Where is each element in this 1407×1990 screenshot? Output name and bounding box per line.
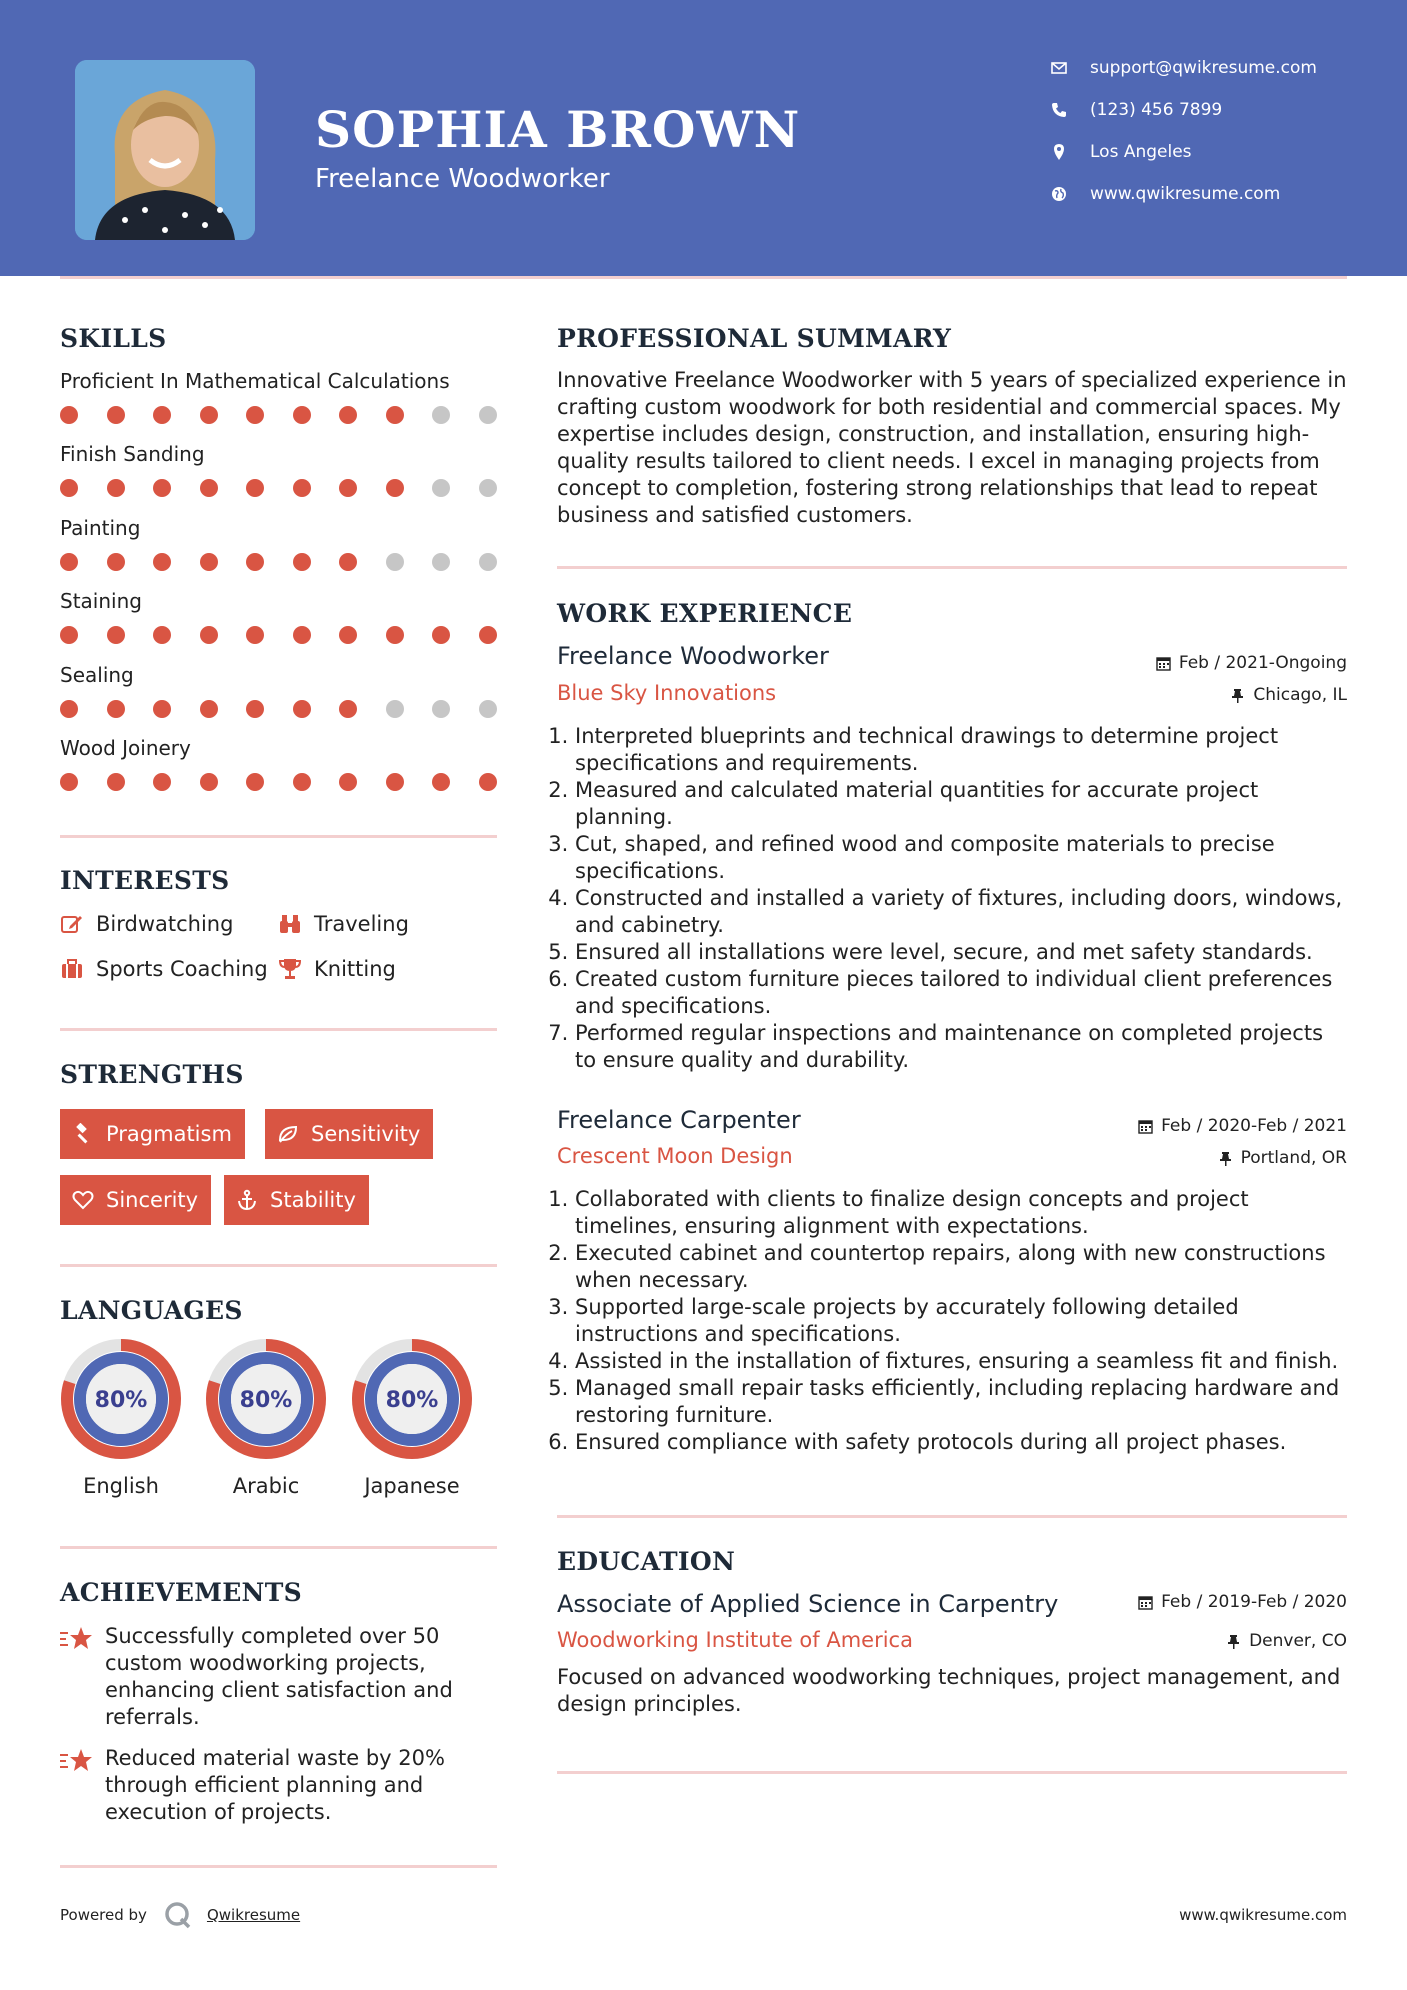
rating-dot-filled <box>153 700 171 718</box>
experience-divider <box>557 1515 1347 1518</box>
skill-rating <box>60 406 500 426</box>
contact-website-text: www.qwikresume.com <box>1090 184 1281 204</box>
job-location <box>1230 685 1347 705</box>
rating-dot-filled <box>60 479 78 497</box>
rating-dot-filled <box>432 773 450 791</box>
achievement-item <box>60 1623 500 1731</box>
interest-item-birdwatching <box>60 912 233 936</box>
rating-dot-filled <box>60 406 78 424</box>
responsibility-item: 1. Interpreted blueprints and technical drawings to determine project specifications and requirements. <box>575 723 1347 777</box>
resume-header <box>0 0 1407 276</box>
rating-dot-filled <box>293 700 311 718</box>
rating-dot-filled <box>153 406 171 424</box>
job-company: Blue Sky Innovations <box>557 681 777 705</box>
responsibility-item: 2. Measured and calculated material quantities for accurate project planning. <box>575 777 1347 831</box>
anchor-icon <box>236 1189 258 1211</box>
rating-dot-filled <box>246 700 264 718</box>
strengths-divider <box>60 1264 497 1267</box>
rating-dot-empty <box>479 479 497 497</box>
rating-dot-empty <box>479 553 497 571</box>
briefcase-icon <box>60 957 84 981</box>
candidate-name: SOPHIA BROWN <box>315 100 801 159</box>
rating-dot-filled <box>60 700 78 718</box>
rating-dot-filled <box>479 626 497 644</box>
qwikresume-logo-icon <box>163 1900 193 1930</box>
contact-location-text: Los Angeles <box>1090 142 1192 162</box>
rating-dot-filled <box>339 553 357 571</box>
pushpin-icon <box>1230 688 1245 703</box>
job-dates <box>1138 1116 1347 1136</box>
job-title: Freelance Carpenter <box>557 1106 801 1134</box>
education-dates-text: Feb / 2019-Feb / 2020 <box>1161 1592 1347 1612</box>
skill-rating <box>60 700 500 720</box>
pushpin-icon <box>1226 1634 1241 1649</box>
rating-dot-filled <box>293 626 311 644</box>
powered-by-text: Powered by <box>60 1906 147 1924</box>
contact-phone-text: (123) 456 7899 <box>1090 100 1223 120</box>
languages-divider <box>60 1546 497 1549</box>
rating-dot-filled <box>153 773 171 791</box>
map-pin-icon <box>1050 143 1068 161</box>
rating-dot-filled <box>200 626 218 644</box>
rating-dot-filled <box>293 553 311 571</box>
rating-dot-empty <box>432 553 450 571</box>
rating-dot-filled <box>153 626 171 644</box>
strength-tag-stability <box>224 1175 369 1225</box>
rating-dot-empty <box>432 479 450 497</box>
rating-dot-filled <box>200 773 218 791</box>
rating-dot-empty <box>386 700 404 718</box>
summary-text: Innovative Freelance Woodworker with 5 years of specialized experience in crafting custom woodwork for both residential and commercial spaces. My expertise includes design, construction, and installation, ensuring high-quality results tailored to client needs. I excel in managing projects from concept to completion, fostering strong relationships that lead to repeat business and satisfied customers. <box>557 368 1347 527</box>
rating-dot-empty <box>479 700 497 718</box>
pencil-square-icon <box>60 912 84 936</box>
rating-dot-filled <box>107 479 125 497</box>
skill-label: Finish Sanding <box>60 442 205 467</box>
responsibility-item: 3. Cut, shaped, and refined wood and composite materials to precise specifications. <box>575 831 1347 885</box>
heart-icon <box>72 1189 94 1211</box>
responsibility-item: 5. Managed small repair tasks efficiently, including replacing hardware and restoring furniture. <box>575 1375 1347 1429</box>
contact-email-text: support@qwikresume.com <box>1090 58 1317 78</box>
rating-dot-filled <box>107 553 125 571</box>
rating-dot-filled <box>246 479 264 497</box>
education-location-text: Denver, CO <box>1249 1631 1347 1651</box>
strength-tag-sensitivity <box>265 1109 433 1159</box>
rating-dot-filled <box>339 700 357 718</box>
skill-label: Sealing <box>60 662 134 687</box>
achievements-heading: ACHIEVEMENTS <box>60 1578 302 1607</box>
contact-website[interactable] <box>1050 184 1280 204</box>
skill-label: Proficient In Mathematical Calculations <box>60 369 450 393</box>
education-description: Focused on advanced woodworking techniques, project management, and design principles. <box>557 1665 1341 1716</box>
rating-dot-filled <box>60 773 78 791</box>
rating-dot-filled <box>107 626 125 644</box>
binoculars-icon <box>278 912 302 936</box>
responsibility-item: 1. Collaborated with clients to finalize design concepts and project timelines, ensuring alignment with expectations. <box>575 1186 1347 1240</box>
rating-dot-filled <box>386 773 404 791</box>
responsibility-item: 3. Supported large-scale projects by accurately following detailed instructions and specifications. <box>575 1294 1347 1348</box>
responsibility-item: 4. Assisted in the installation of fixtures, ensuring a seamless fit and finish. <box>575 1348 1347 1375</box>
education-location <box>1226 1631 1347 1651</box>
globe-icon <box>1050 185 1068 203</box>
rating-dot-filled <box>246 773 264 791</box>
skill-rating <box>60 479 500 499</box>
footer-website[interactable]: www.qwikresume.com <box>1179 1906 1347 1924</box>
portrait-image <box>75 60 255 240</box>
brand-link[interactable]: Qwikresume <box>206 1906 301 1924</box>
achievement-text: Reduced material waste by 20% through efficient planning and execution of projects. <box>105 1746 445 1824</box>
rating-dot-filled <box>386 406 404 424</box>
profile-photo <box>75 60 255 240</box>
rating-dot-filled <box>107 773 125 791</box>
achievement-text: Successfully completed over 50 custom woodworking projects, enhancing client satisfaction and referrals. <box>105 1624 453 1729</box>
interest-item-sports-coaching <box>60 957 268 981</box>
education-heading: EDUCATION <box>557 1547 736 1576</box>
responsibility-item: 7. Performed regular inspections and maintenance on completed projects to ensure quality and durability. <box>575 1020 1347 1074</box>
rating-dot-filled <box>386 479 404 497</box>
rating-dot-filled <box>339 479 357 497</box>
rating-dot-filled <box>246 626 264 644</box>
rating-dot-filled <box>60 553 78 571</box>
header-divider <box>60 276 1347 279</box>
rating-dot-empty <box>479 406 497 424</box>
gauge-percent-text: 80% <box>94 1388 148 1413</box>
job-location-text: Portland, OR <box>1240 1148 1347 1168</box>
language-gauge <box>351 1338 473 1460</box>
job-responsibilities <box>557 723 1347 1074</box>
interests-heading: INTERESTS <box>60 866 230 895</box>
skill-label: Wood Joinery <box>60 736 191 760</box>
strength-label: Sensitivity <box>311 1122 421 1146</box>
job-dates <box>1156 653 1347 673</box>
phone-icon <box>1050 101 1068 119</box>
skill-rating <box>60 773 500 793</box>
skill-rating <box>60 626 500 646</box>
job-title: Freelance Woodworker <box>557 642 829 670</box>
education-dates <box>1138 1592 1347 1612</box>
language-gauge <box>205 1338 327 1460</box>
gauge-percent-text: 80% <box>385 1388 439 1413</box>
contact-email[interactable] <box>1050 58 1317 78</box>
footer-powered-by <box>60 1900 300 1930</box>
interest-item-traveling <box>278 912 409 936</box>
skill-rating <box>60 553 500 573</box>
achievements-divider <box>60 1865 497 1868</box>
strength-tag-sincerity <box>60 1175 211 1225</box>
job-company: Crescent Moon Design <box>557 1144 793 1168</box>
rating-dot-filled <box>246 553 264 571</box>
strength-label: Pragmatism <box>106 1122 232 1146</box>
responsibility-item: 5. Ensured all installations were level, secure, and met safety standards. <box>575 939 1347 966</box>
contact-location <box>1050 142 1192 162</box>
job-dates-text: Feb / 2021-Ongoing <box>1178 653 1347 673</box>
languages-heading: LANGUAGES <box>60 1296 243 1325</box>
rating-dot-filled <box>246 406 264 424</box>
calendar-icon <box>1138 1595 1153 1610</box>
trophy-icon <box>278 957 302 981</box>
candidate-role: Freelance Woodworker <box>315 164 610 194</box>
interest-label: Knitting <box>314 957 396 981</box>
leaf-icon <box>277 1123 299 1145</box>
gauge-percent-text: 80% <box>239 1388 293 1413</box>
summary-divider <box>557 566 1347 569</box>
language-label: Arabic <box>232 1474 300 1498</box>
rating-dot-filled <box>339 406 357 424</box>
rating-dot-empty <box>432 406 450 424</box>
skill-label: Staining <box>60 589 142 614</box>
strengths-heading: STRENGTHS <box>60 1060 244 1089</box>
rating-dot-filled <box>432 626 450 644</box>
rating-dot-filled <box>293 479 311 497</box>
calendar-icon <box>1156 656 1171 671</box>
language-label: Japanese <box>364 1474 460 1498</box>
achievement-item <box>60 1745 500 1826</box>
star-badge-icon <box>60 1625 94 1653</box>
rating-dot-filled <box>200 479 218 497</box>
rating-dot-empty <box>386 553 404 571</box>
rating-dot-filled <box>293 406 311 424</box>
education-school: Woodworking Institute of America <box>557 1628 913 1652</box>
rating-dot-filled <box>386 626 404 644</box>
interest-label: Traveling <box>314 912 409 936</box>
rating-dot-filled <box>107 700 125 718</box>
strength-label: Stability <box>270 1188 356 1212</box>
rating-dot-filled <box>200 700 218 718</box>
language-gauge <box>60 1338 182 1460</box>
rating-dot-empty <box>432 700 450 718</box>
skills-divider <box>60 835 497 838</box>
rating-dot-filled <box>60 626 78 644</box>
rating-dot-filled <box>339 626 357 644</box>
rating-dot-filled <box>479 773 497 791</box>
education-divider <box>557 1771 1347 1774</box>
gavel-icon <box>72 1123 94 1145</box>
calendar-icon <box>1138 1119 1153 1134</box>
skills-heading: SKILLS <box>60 324 167 353</box>
job-location-text: Chicago, IL <box>1253 685 1347 705</box>
skill-label: Painting <box>60 515 141 540</box>
job-responsibilities <box>557 1186 1347 1456</box>
interest-label: Birdwatching <box>96 912 234 936</box>
strength-tag-pragmatism <box>60 1109 245 1159</box>
interest-label: Sports Coaching <box>96 957 268 981</box>
job-location <box>1218 1148 1347 1168</box>
responsibility-item: 2. Executed cabinet and countertop repairs, along with new constructions when necessary. <box>575 1240 1347 1294</box>
language-label: English <box>83 1474 159 1498</box>
contact-phone[interactable] <box>1050 100 1222 120</box>
rating-dot-filled <box>200 553 218 571</box>
responsibility-item: 6. Ensured compliance with safety protocols during all project phases. <box>575 1429 1347 1456</box>
education-degree: Associate of Applied Science in Carpentry <box>557 1590 1059 1618</box>
rating-dot-filled <box>200 406 218 424</box>
responsibility-item: 6. Created custom furniture pieces tailored to individual client preferences and specifications. <box>575 966 1347 1020</box>
summary-heading: PROFESSIONAL SUMMARY <box>557 324 952 353</box>
pushpin-icon <box>1218 1151 1233 1166</box>
star-badge-icon <box>60 1747 94 1775</box>
responsibility-item: 4. Constructed and installed a variety of fixtures, including doors, windows, and cabinetry. <box>575 885 1347 939</box>
interests-divider <box>60 1028 497 1031</box>
interest-item-knitting <box>278 957 396 981</box>
envelope-icon <box>1050 59 1068 77</box>
rating-dot-filled <box>153 553 171 571</box>
strength-label: Sincerity <box>106 1188 199 1212</box>
job-dates-text: Feb / 2020-Feb / 2021 <box>1161 1116 1347 1136</box>
experience-heading: WORK EXPERIENCE <box>557 599 853 628</box>
rating-dot-filled <box>107 406 125 424</box>
rating-dot-filled <box>339 773 357 791</box>
rating-dot-filled <box>293 773 311 791</box>
rating-dot-filled <box>153 479 171 497</box>
